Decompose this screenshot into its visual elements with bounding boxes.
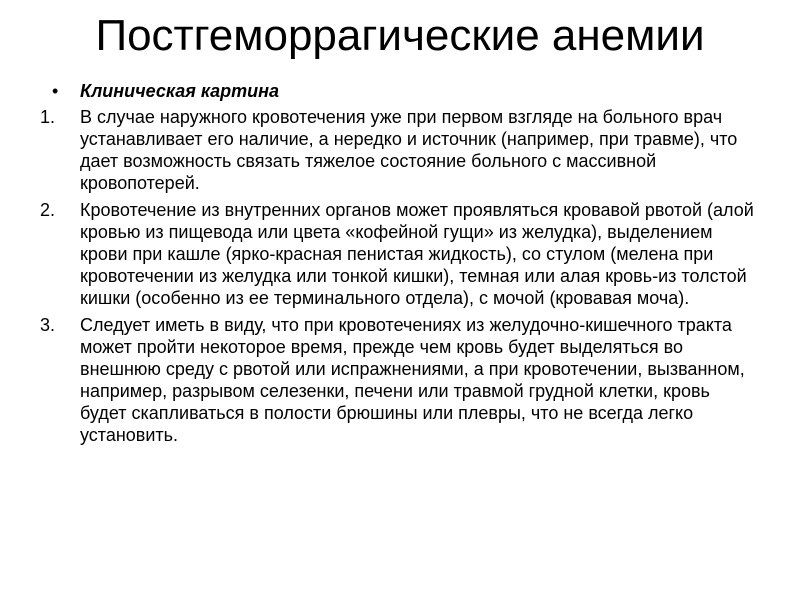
slide-content (40, 80, 760, 451)
item-number: 1. (40, 107, 56, 127)
item-text: Следует иметь в виду, что при кровотечениях из желудочно-кишечного тракта может пройти некоторое время, прежде чем кровь будет выделяться во внешнюю среду с рвотой или испражнениями, а при кровотечении, вызванном, например, разрывом селезенки, печени или травмой грудной клетки, кровь будет скапливаться в полости брюшины или плевры, что не всегда легко установить. (80, 315, 745, 445)
slide-title: Постгеморрагические анемии (95, 11, 705, 60)
item-number: 2. (40, 200, 56, 220)
subheading-clinical-picture: Клиническая картина (80, 81, 280, 101)
numbered-item-1 (40, 106, 760, 194)
bullet-marker: • (52, 81, 59, 101)
numbered-item-2 (40, 199, 760, 309)
bullet-item (40, 80, 760, 102)
item-number: 3. (40, 315, 56, 335)
item-text: В случае наружного кровотечения уже при первом взгляде на больного врач устанавливает его наличие, а нередко и источник (например, при травме), что дает возможность связать тяжелое состояние больного с массивной кровопотерей. (80, 107, 738, 193)
item-text: Кровотечение из внутренних органов может проявляться кровавой рвотой (алой кровью из пищевода или цвета «кофейной гущи» из желудка), выделением крови при кашле (ярко-красная пенистая жидкость), со стулом (мелена при кровотечении из желудка или тонкой кишки), темная или алая кровь-из толстой кишки (особенно из ее терминального отдела), с мочой (кровавая моча). (80, 200, 754, 308)
numbered-item-3 (40, 314, 760, 446)
